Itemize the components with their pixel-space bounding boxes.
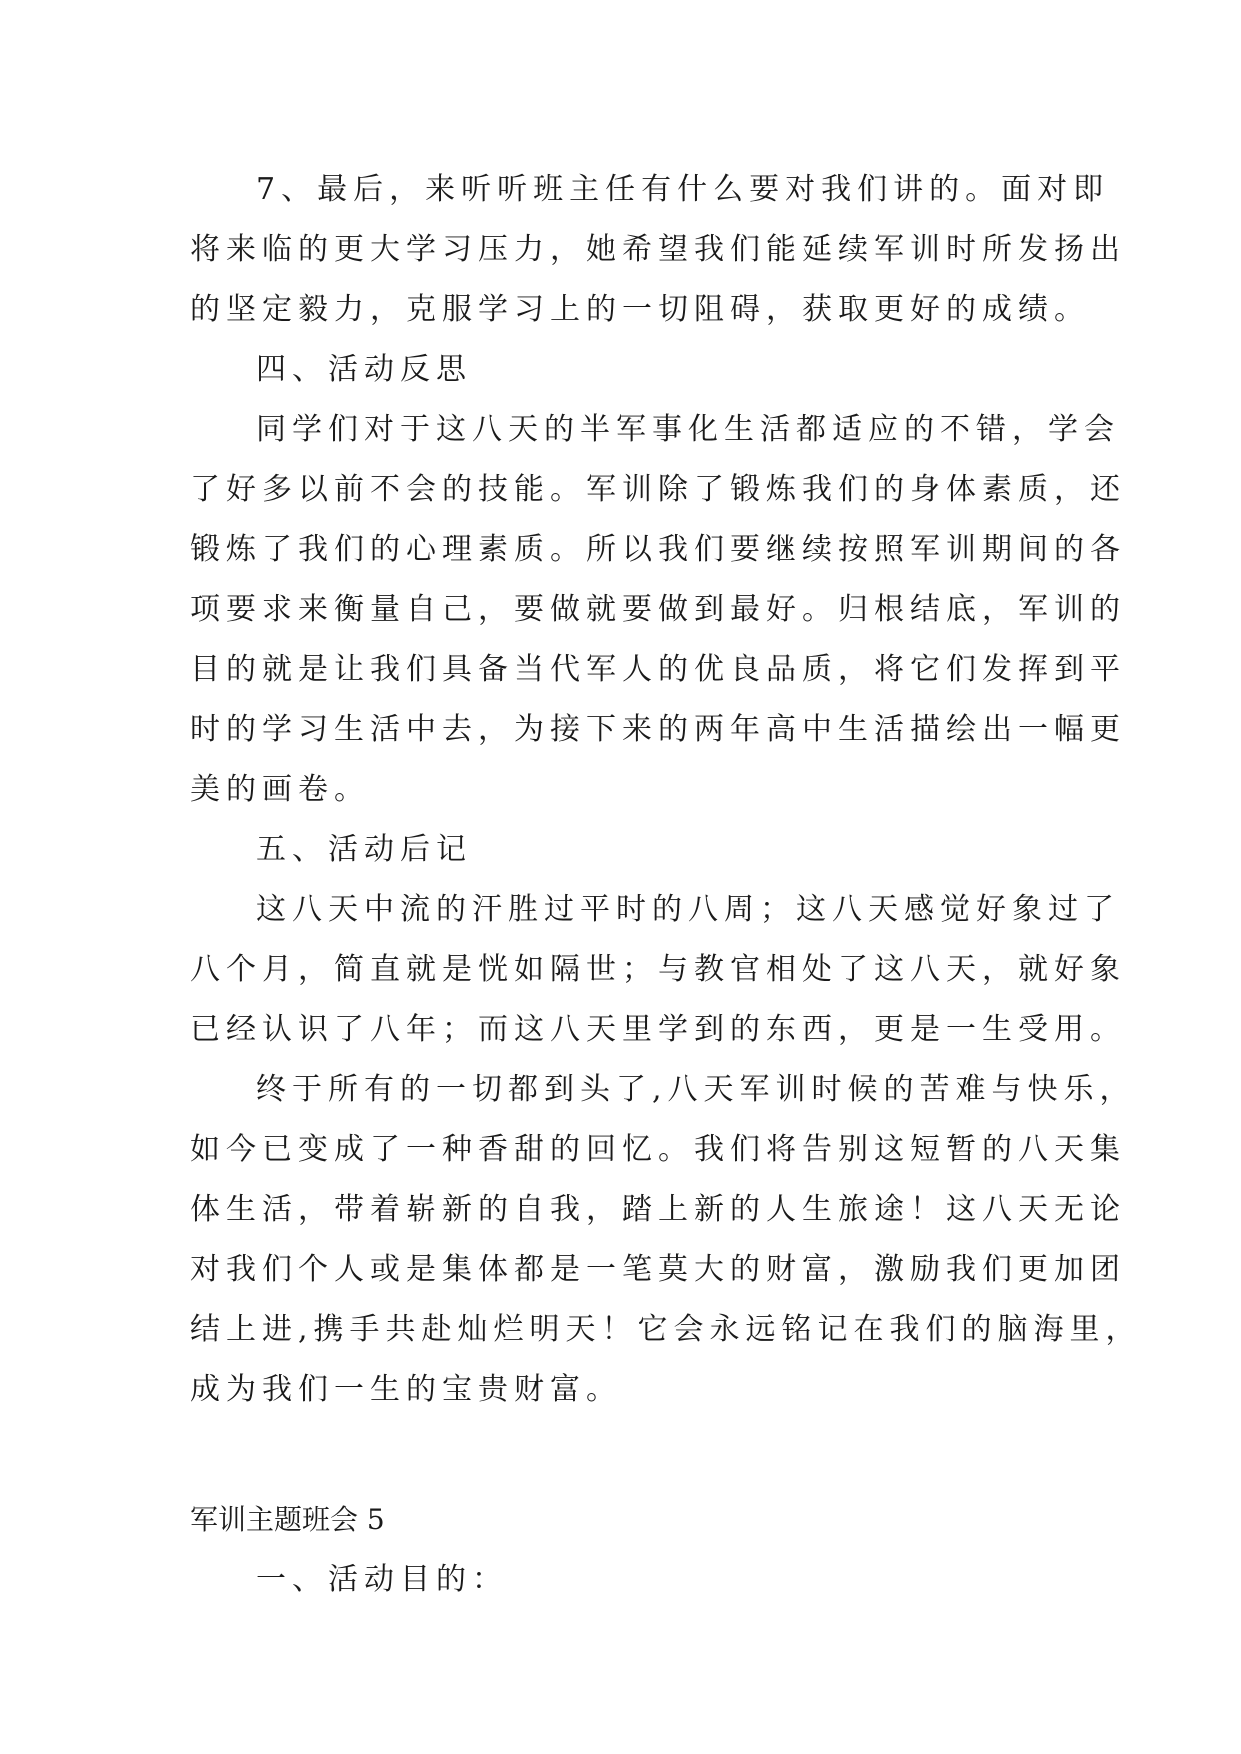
text-line: 终于所有的一切都到头了,八天军训时候的苦难与快乐， bbox=[256, 1072, 1136, 1107]
text-line: 目的就是让我们具备当代军人的优良品质，将它们发挥到平 bbox=[190, 652, 1126, 687]
section-heading-afterword: 五、活动后记 bbox=[256, 832, 472, 867]
text-line: 对我们个人或是集体都是一笔莫大的财富，激励我们更加团 bbox=[190, 1252, 1126, 1287]
section-heading-reflection: 四、活动反思 bbox=[256, 352, 472, 387]
text-line: 体生活，带着崭新的自我，踏上新的人生旅途！这八天无论 bbox=[190, 1192, 1126, 1227]
text-line: 了好多以前不会的技能。军训除了锻炼我们的身体素质，还 bbox=[190, 472, 1126, 507]
text-line: 成为我们一生的宝贵财富。 bbox=[190, 1372, 622, 1407]
text-line: 7、最后，来听听班主任有什么要对我们讲的。面对即 bbox=[256, 172, 1110, 207]
text-line: 八个月，简直就是恍如隔世；与教官相处了这八天，就好象 bbox=[190, 952, 1126, 987]
paragraph-afterword-2 bbox=[190, 1060, 1142, 1420]
text-line: 的坚定毅力，克服学习上的一切阻碍，获取更好的成绩。 bbox=[190, 292, 1090, 327]
text-line: 项要求来衡量自己，要做就要做到最好。归根结底，军训的 bbox=[190, 592, 1126, 627]
text-line: 将来临的更大学习压力，她希望我们能延续军训时所发扬出 bbox=[190, 232, 1126, 267]
section-gap bbox=[190, 1420, 1056, 1490]
text-line: 锻炼了我们的心理素质。所以我们要继续按照军训期间的各 bbox=[190, 532, 1126, 567]
text-line: 已经认识了八年；而这八天里学到的东西，更是一生受用。 bbox=[190, 1012, 1126, 1047]
text-line: 美的画卷。 bbox=[190, 772, 370, 807]
text-line: 如今已变成了一种香甜的回忆。我们将告别这短暂的八天集 bbox=[190, 1132, 1126, 1167]
section-heading-purpose: 一、活动目的： bbox=[256, 1562, 508, 1597]
section-title: 军训主题班会 5 bbox=[190, 1503, 385, 1536]
text-line: 同学们对于这八天的半军事化生活都适应的不错，学会 bbox=[256, 412, 1120, 447]
text-line: 这八天中流的汗胜过平时的八周；这八天感觉好象过了 bbox=[256, 892, 1120, 927]
paragraph-closing-remarks bbox=[190, 160, 1126, 340]
document-page bbox=[190, 160, 1142, 1610]
text-line: 时的学习生活中去，为接下来的两年高中生活描绘出一幅更 bbox=[190, 712, 1126, 747]
paragraph-afterword-1 bbox=[190, 880, 1126, 1060]
paragraph-reflection bbox=[190, 400, 1126, 820]
text-line: 结上进,携手共赴灿烂明天！它会永远铭记在我们的脑海里， bbox=[190, 1312, 1142, 1347]
